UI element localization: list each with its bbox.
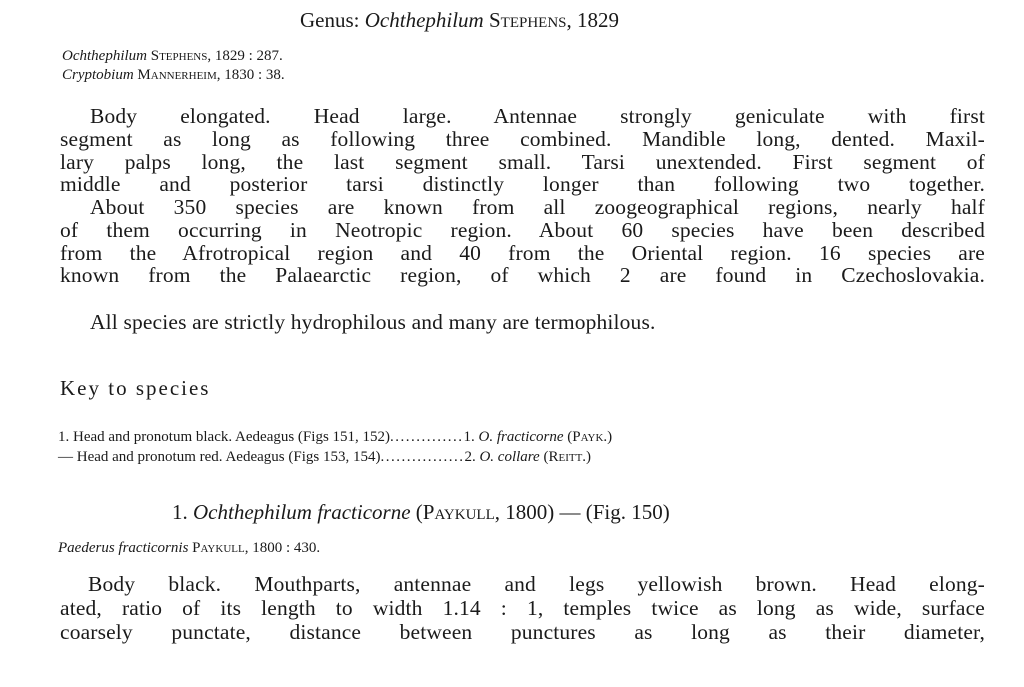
description-line: All species are strictly hydrophilous and many are termophilous.: [90, 310, 656, 334]
species-description-line: ated, ratio of its length to width 1.14 : 1, temples twice as long as wide, surface: [60, 596, 985, 620]
description-line: middle and posterior tarsi distinctly longer than following two together.: [60, 172, 985, 196]
description-line: About 350 species are known from all zoogeographical regions, nearly half: [90, 195, 985, 219]
genus-prefix: Genus:: [300, 8, 365, 32]
key-entry-leader: ................: [380, 449, 465, 465]
species-number: 1.: [172, 500, 193, 524]
species-heading: [172, 500, 670, 525]
key-entry-result: 1.: [463, 429, 479, 445]
key-entry: [58, 449, 591, 466]
synonym-name: Ochthephilum: [62, 48, 147, 64]
key-entry: [58, 429, 612, 446]
species-synonym: [58, 540, 320, 557]
genus-author: Stephens: [488, 8, 567, 32]
key-entry-text: — Head and pronotum red. Aedeagus (Figs 153, 154): [58, 449, 381, 465]
synonym-author: Stephens: [150, 48, 208, 64]
synonym-ref: , 1829 : 287.: [207, 48, 283, 64]
synonym-name: Cryptobium: [62, 67, 134, 83]
description-line: lary palps long, the last segment small. Tarsi unextended. First segment of: [60, 150, 985, 174]
description-line: from the Afrotropical region and 40 from the Oriental region. 16 species are: [60, 241, 985, 265]
key-entry-taxon: O. fracticorne: [478, 429, 564, 445]
key-entry-text: 1. Head and pronotum black. Aedeagus (Figs 151, 152): [58, 429, 391, 445]
genus-heading: [300, 8, 619, 33]
key-entry-result: 2.: [464, 449, 480, 465]
species-fig: — (Fig. 150): [554, 500, 670, 524]
description-line: Body elongated. Head large. Antennae strongly geniculate with first: [90, 104, 985, 128]
species-author: (Paykull, 1800): [410, 500, 555, 524]
description-line: of them occurring in Neotropic region. About 60 species have been described: [60, 218, 985, 242]
species-synonym-ref: , 1800 : 430.: [244, 540, 321, 556]
key-heading: Key to species: [60, 376, 211, 400]
key-entry-author: (Reitt.): [539, 449, 592, 465]
genus-year: , 1829: [566, 8, 620, 32]
key-entry-leader: ..............: [390, 429, 464, 445]
synonym-line: [62, 67, 285, 84]
key-entry-taxon: O. collare: [479, 449, 540, 465]
key-entry-author: (Payk.): [563, 429, 613, 445]
species-description-line: Body black. Mouthparts, antennae and legs yellowish brown. Head elong-: [88, 572, 985, 596]
species-synonym-author: Paykull: [188, 540, 245, 556]
species-name: Ochthephilum fracticorne: [193, 500, 411, 524]
species-synonym-name: Paederus fracticornis: [58, 540, 189, 556]
genus-name: Ochthephilum: [364, 8, 484, 32]
description-line: segment as long as following three combined. Mandible long, dented. Maxil-: [60, 127, 985, 151]
synonym-line: [62, 48, 283, 65]
synonym-author: Mannerheim: [137, 67, 217, 83]
species-description-line: coarsely punctate, distance between punctures as long as their diameter,: [60, 620, 985, 644]
description-line: known from the Palaearctic region, of which 2 are found in Czechoslovakia.: [60, 263, 985, 287]
synonym-ref: , 1830 : 38.: [216, 67, 285, 83]
